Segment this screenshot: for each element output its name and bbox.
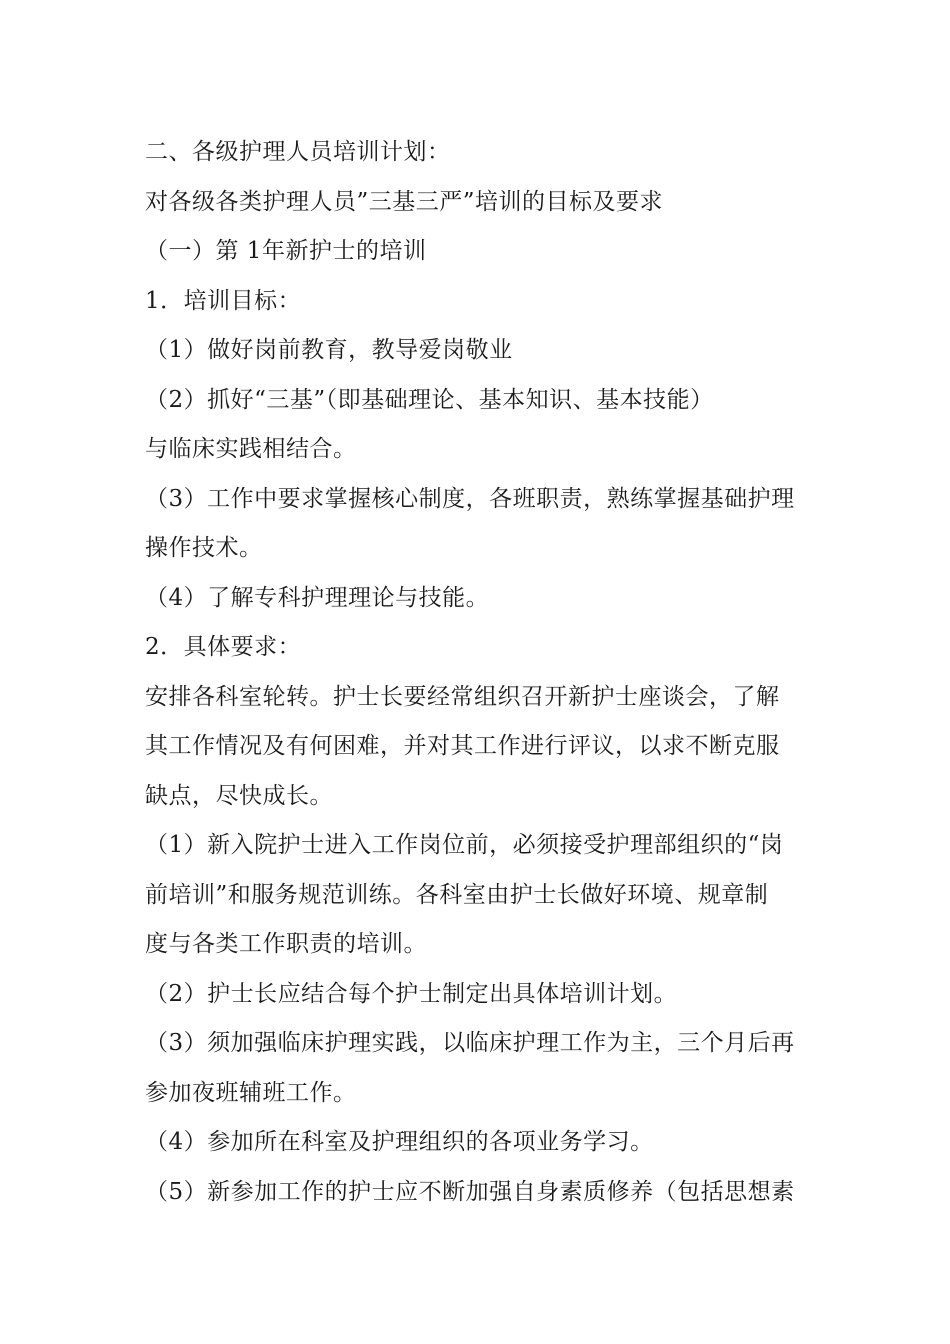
paragraph-line: 度与各类工作职责的培训。 <box>145 931 427 957</box>
subsection-heading: （一）第 1年新护士的培训 <box>145 238 427 264</box>
item-heading: 1．培训目标： <box>145 287 302 314</box>
paragraph-line: （3）须加强临床护理实践，以临床护理工作为主，三个月后再 <box>145 1030 795 1056</box>
paragraph-line: （2）抓好“三基”（即基础理论、基本知识、基本技能） <box>145 386 714 413</box>
paragraph-line: 安排各科室轮转。护士长要经常组织召开新护士座谈会，了解 <box>145 683 780 710</box>
paragraph-line: （1）新入院护士进入工作岗位前，必须接受护理部组织的“岗 <box>145 832 784 858</box>
paragraph-line: （4）参加所在科室及护理组织的各项业务学习。 <box>145 1129 654 1155</box>
paragraph-line: 对各级各类护理人员”三基三严”培训的目标及要求 <box>145 188 664 215</box>
paragraph-line: 其工作情况及有何困难，并对其工作进行评议，以求不断克服 <box>145 733 780 759</box>
item-heading: 2．具体要求： <box>145 634 302 660</box>
paragraph-line: 参加夜班辅班工作。 <box>145 1079 357 1106</box>
paragraph-line: （1）做好岗前教育，教导爱岗敬业 <box>145 337 513 363</box>
paragraph-line: 前培训”和服务规范训练。各科室由护士长做好环境、规章制 <box>145 881 769 908</box>
paragraph-line: （3）工作中要求掌握核心制度，各班职责，熟练掌握基础护理 <box>145 485 795 512</box>
paragraph-line: （4）了解专科护理理论与技能。 <box>145 584 490 611</box>
document-body <box>145 128 815 1217</box>
section-heading: 二、各级护理人员培训计划： <box>145 139 451 165</box>
paragraph-line: 操作技术。 <box>145 535 263 561</box>
paragraph-line: 与临床实践相结合。 <box>145 436 357 462</box>
paragraph-line: 缺点，尽快成长。 <box>145 782 333 809</box>
paragraph-line: （5）新参加工作的护士应不断加强自身素质修养（包括思想素 <box>145 1178 795 1205</box>
paragraph-line: （2）护士长应结合每个护士制定出具体培训计划。 <box>145 980 678 1007</box>
